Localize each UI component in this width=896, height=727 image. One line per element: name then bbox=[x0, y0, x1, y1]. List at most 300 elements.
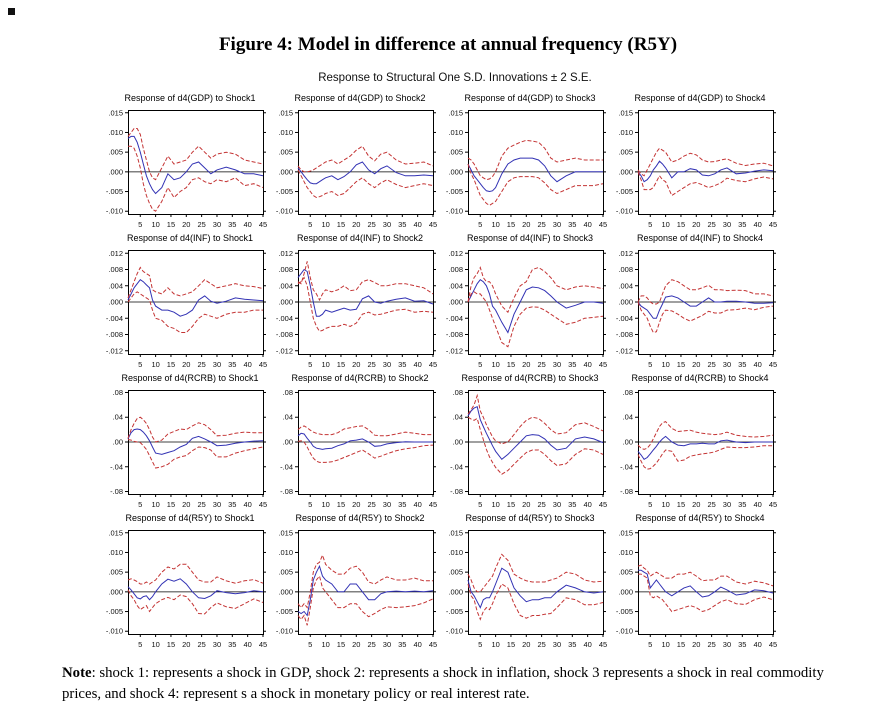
lower-band-line bbox=[128, 146, 263, 211]
x-tick-label: 25 bbox=[707, 360, 716, 369]
x-tick-label: 10 bbox=[661, 640, 670, 649]
x-tick-label: 5 bbox=[478, 360, 483, 369]
y-tick-label: -.005 bbox=[615, 607, 633, 617]
x-tick-label: 25 bbox=[367, 220, 376, 229]
subplot-plot bbox=[445, 525, 615, 651]
x-tick-label: 5 bbox=[138, 360, 143, 369]
x-tick-label: 15 bbox=[676, 220, 686, 229]
y-tick-label: .00 bbox=[622, 437, 633, 447]
y-tick-label: .000 bbox=[108, 167, 123, 177]
x-tick-label: 30 bbox=[552, 220, 562, 229]
x-tick-label: 10 bbox=[491, 360, 500, 369]
x-tick-label: 10 bbox=[321, 640, 330, 649]
x-tick-label: 15 bbox=[676, 500, 686, 509]
x-tick-label: 20 bbox=[182, 220, 191, 229]
x-tick-label: 35 bbox=[398, 220, 407, 229]
subplot-title: Response of d4(INF) to Shock3 bbox=[466, 233, 594, 243]
upper-band-line bbox=[638, 422, 773, 450]
plot-frame bbox=[299, 531, 434, 635]
x-tick-label: 30 bbox=[212, 640, 222, 649]
x-tick-label: 25 bbox=[197, 360, 206, 369]
irf-subplot bbox=[445, 512, 615, 652]
x-tick-label: 20 bbox=[352, 500, 361, 509]
response-line bbox=[128, 579, 263, 600]
subplot-title: Response of d4(R5Y) to Shock1 bbox=[125, 513, 255, 523]
x-tick-label: 45 bbox=[598, 220, 608, 229]
irf-subplot bbox=[275, 232, 445, 372]
plot-frame bbox=[299, 391, 434, 495]
plot-frame bbox=[129, 531, 264, 635]
x-tick-label: 15 bbox=[676, 360, 686, 369]
response-line bbox=[468, 158, 603, 191]
y-tick-label: .000 bbox=[108, 587, 123, 597]
x-tick-label: 15 bbox=[336, 220, 346, 229]
subplot-title: Response of d4(INF) to Shock1 bbox=[126, 233, 254, 243]
subplot-title: Response of d4(RCRB) to Shock3 bbox=[461, 373, 599, 383]
plot-frame bbox=[299, 251, 434, 355]
x-tick-label: 45 bbox=[768, 640, 778, 649]
y-tick-label: -.010 bbox=[615, 626, 633, 636]
y-tick-label: .000 bbox=[278, 297, 293, 307]
x-tick-label: 35 bbox=[738, 360, 747, 369]
subplot-title: Response of d4(INF) to Shock4 bbox=[636, 233, 764, 243]
x-tick-label: 10 bbox=[661, 360, 670, 369]
y-tick-label: .010 bbox=[108, 127, 123, 137]
subplot-title: Response of d4(R5Y) to Shock4 bbox=[635, 513, 765, 523]
lower-band-line bbox=[638, 574, 773, 611]
x-tick-label: 20 bbox=[522, 360, 531, 369]
y-tick-label: -.08 bbox=[620, 487, 633, 497]
x-tick-label: 5 bbox=[648, 640, 653, 649]
response-line bbox=[128, 136, 263, 193]
y-tick-label: .000 bbox=[448, 297, 463, 307]
y-tick-label: .015 bbox=[618, 528, 633, 538]
x-tick-label: 30 bbox=[212, 500, 222, 509]
lower-band-line bbox=[298, 441, 433, 463]
subplot-plot bbox=[105, 245, 275, 371]
x-tick-label: 30 bbox=[382, 640, 392, 649]
y-tick-label: -.005 bbox=[275, 187, 293, 197]
y-tick-label: .08 bbox=[622, 387, 633, 397]
lower-band-line bbox=[128, 590, 263, 614]
x-tick-label: 20 bbox=[522, 500, 531, 509]
x-tick-label: 15 bbox=[166, 220, 176, 229]
lower-band-line bbox=[128, 440, 263, 469]
x-tick-label: 40 bbox=[583, 360, 592, 369]
irf-subplot bbox=[275, 92, 445, 232]
y-tick-label: .000 bbox=[618, 587, 633, 597]
y-tick-label: -.008 bbox=[445, 330, 463, 339]
x-tick-label: 35 bbox=[228, 220, 237, 229]
upper-band-line bbox=[128, 268, 263, 298]
y-tick-label: .000 bbox=[278, 587, 293, 597]
x-tick-label: 30 bbox=[212, 360, 222, 369]
x-tick-label: 40 bbox=[243, 500, 252, 509]
subplot-plot bbox=[615, 385, 785, 511]
plot-frame bbox=[299, 111, 434, 215]
x-tick-label: 35 bbox=[228, 500, 237, 509]
y-tick-label: -.010 bbox=[615, 206, 633, 216]
x-tick-label: 10 bbox=[321, 220, 330, 229]
x-tick-label: 40 bbox=[583, 640, 592, 649]
subplot-title: Response of d4(INF) to Shock2 bbox=[296, 233, 424, 243]
y-tick-label: .08 bbox=[452, 387, 463, 397]
x-tick-label: 25 bbox=[197, 220, 206, 229]
y-tick-label: -.012 bbox=[275, 346, 293, 356]
y-tick-label: .004 bbox=[618, 281, 633, 291]
x-tick-label: 35 bbox=[228, 360, 237, 369]
y-tick-label: .010 bbox=[618, 127, 633, 137]
response-line bbox=[298, 566, 433, 615]
x-tick-label: 35 bbox=[398, 360, 407, 369]
y-tick-label: .00 bbox=[282, 437, 293, 447]
y-tick-label: .012 bbox=[618, 248, 633, 258]
figure-title: Figure 4: Model in difference at annual frequency (R5Y) bbox=[218, 34, 678, 55]
y-tick-label: -.04 bbox=[620, 462, 633, 472]
y-tick-label: -.005 bbox=[105, 607, 123, 617]
lower-band-line bbox=[468, 584, 603, 619]
x-tick-label: 10 bbox=[491, 220, 500, 229]
x-tick-label: 25 bbox=[367, 500, 376, 509]
y-tick-label: .012 bbox=[278, 248, 293, 258]
x-tick-label: 5 bbox=[648, 360, 653, 369]
x-tick-label: 35 bbox=[738, 640, 747, 649]
y-tick-label: .005 bbox=[448, 567, 463, 577]
x-tick-label: 25 bbox=[197, 500, 206, 509]
x-tick-label: 45 bbox=[258, 360, 268, 369]
y-tick-label: .00 bbox=[112, 437, 123, 447]
subplot-plot bbox=[615, 105, 785, 231]
x-tick-label: 40 bbox=[753, 220, 762, 229]
y-tick-label: -.005 bbox=[275, 607, 293, 617]
plot-frame bbox=[469, 111, 604, 215]
y-tick-label: .015 bbox=[278, 528, 293, 538]
subplot-title: Response of d4(RCRB) to Shock1 bbox=[121, 373, 259, 383]
x-tick-label: 35 bbox=[568, 500, 577, 509]
x-tick-label: 15 bbox=[676, 640, 686, 649]
subplot-plot bbox=[615, 525, 785, 651]
x-tick-label: 10 bbox=[661, 500, 670, 509]
x-tick-label: 10 bbox=[661, 220, 670, 229]
y-tick-label: .04 bbox=[452, 412, 463, 422]
x-tick-label: 30 bbox=[382, 500, 392, 509]
subplot-plot bbox=[105, 385, 275, 511]
x-tick-label: 40 bbox=[243, 220, 252, 229]
lower-band-line bbox=[298, 576, 433, 625]
subplot-plot bbox=[445, 385, 615, 511]
y-tick-label: .005 bbox=[618, 567, 633, 577]
x-tick-label: 10 bbox=[151, 640, 160, 649]
x-tick-label: 5 bbox=[478, 640, 483, 649]
lower-band-line bbox=[468, 164, 603, 205]
x-tick-label: 35 bbox=[398, 640, 407, 649]
lower-band-line bbox=[298, 170, 433, 198]
x-tick-label: 10 bbox=[321, 360, 330, 369]
x-tick-label: 45 bbox=[428, 500, 438, 509]
y-tick-label: .04 bbox=[622, 412, 633, 422]
x-tick-label: 40 bbox=[583, 500, 592, 509]
upper-band-line bbox=[298, 555, 433, 607]
plot-frame bbox=[639, 251, 774, 355]
y-tick-label: .010 bbox=[448, 127, 463, 137]
y-tick-label: .012 bbox=[108, 248, 123, 258]
y-tick-label: -.04 bbox=[450, 462, 463, 472]
x-tick-label: 20 bbox=[352, 220, 361, 229]
response-line bbox=[298, 433, 433, 449]
upper-band-line bbox=[298, 261, 433, 300]
x-tick-label: 35 bbox=[738, 220, 747, 229]
x-tick-label: 15 bbox=[506, 640, 516, 649]
upper-band-line bbox=[468, 140, 603, 179]
y-tick-label: .000 bbox=[618, 167, 633, 177]
x-tick-label: 45 bbox=[258, 640, 268, 649]
y-tick-label: .010 bbox=[278, 547, 293, 557]
x-tick-label: 10 bbox=[491, 500, 500, 509]
subplot-plot bbox=[275, 525, 445, 651]
x-tick-label: 10 bbox=[151, 360, 160, 369]
y-tick-label: -.04 bbox=[280, 462, 293, 472]
note-text: : shock 1: represents a shock in GDP, shock 2: represents a shock in inflation, shock 3 represents a shock in real commodity prices, and shock 4: represent s a shock in monetary policy or real interest rate. bbox=[62, 665, 824, 702]
y-tick-label: .004 bbox=[278, 281, 293, 291]
x-tick-label: 25 bbox=[537, 500, 546, 509]
irf-subplot bbox=[105, 232, 275, 372]
irf-subplot bbox=[105, 92, 275, 232]
y-tick-label: .015 bbox=[108, 528, 123, 538]
y-tick-label: -.008 bbox=[105, 330, 123, 339]
y-tick-label: .015 bbox=[618, 108, 633, 118]
y-tick-label: .008 bbox=[618, 265, 633, 274]
response-line bbox=[468, 407, 603, 460]
y-tick-label: .08 bbox=[112, 387, 123, 397]
y-tick-label: .015 bbox=[448, 108, 463, 118]
x-tick-label: 25 bbox=[367, 360, 376, 369]
x-tick-label: 30 bbox=[552, 640, 562, 649]
y-tick-label: -.005 bbox=[445, 607, 463, 617]
x-tick-label: 30 bbox=[212, 220, 222, 229]
x-tick-label: 25 bbox=[707, 640, 716, 649]
x-tick-label: 5 bbox=[138, 640, 143, 649]
upper-band-line bbox=[468, 554, 603, 591]
y-tick-label: .010 bbox=[278, 127, 293, 137]
y-tick-label: .04 bbox=[282, 412, 293, 422]
y-tick-label: .015 bbox=[448, 528, 463, 538]
x-tick-label: 5 bbox=[308, 500, 313, 509]
y-tick-label: .04 bbox=[112, 412, 123, 422]
subplot-plot bbox=[445, 105, 615, 231]
x-tick-label: 45 bbox=[428, 640, 438, 649]
x-tick-label: 30 bbox=[722, 220, 732, 229]
x-tick-label: 20 bbox=[692, 220, 701, 229]
x-tick-label: 10 bbox=[491, 640, 500, 649]
x-tick-label: 35 bbox=[738, 500, 747, 509]
x-tick-label: 45 bbox=[598, 640, 608, 649]
x-tick-label: 40 bbox=[753, 500, 762, 509]
x-tick-label: 15 bbox=[506, 360, 516, 369]
response-line bbox=[638, 296, 773, 318]
subplot-plot bbox=[105, 525, 275, 651]
response-line bbox=[298, 270, 433, 317]
y-tick-label: .004 bbox=[448, 281, 463, 291]
y-tick-label: .004 bbox=[108, 281, 123, 291]
x-tick-label: 5 bbox=[308, 360, 313, 369]
x-tick-label: 20 bbox=[182, 640, 191, 649]
x-tick-label: 30 bbox=[382, 220, 392, 229]
x-tick-label: 35 bbox=[568, 220, 577, 229]
y-tick-label: .005 bbox=[618, 147, 633, 157]
y-tick-label: .000 bbox=[618, 297, 633, 307]
x-tick-label: 45 bbox=[258, 220, 268, 229]
x-tick-label: 40 bbox=[413, 220, 422, 229]
x-tick-label: 5 bbox=[478, 500, 483, 509]
irf-grid bbox=[105, 92, 785, 652]
x-tick-label: 35 bbox=[568, 640, 577, 649]
x-tick-label: 45 bbox=[428, 220, 438, 229]
subplot-title: Response of d4(GDP) to Shock3 bbox=[464, 93, 596, 103]
x-tick-label: 40 bbox=[243, 640, 252, 649]
y-tick-label: .010 bbox=[108, 547, 123, 557]
x-tick-label: 45 bbox=[768, 360, 778, 369]
x-tick-label: 15 bbox=[166, 500, 176, 509]
x-tick-label: 20 bbox=[352, 360, 361, 369]
x-tick-label: 30 bbox=[722, 500, 732, 509]
lower-band-line bbox=[638, 446, 773, 470]
y-tick-label: -.08 bbox=[450, 487, 463, 497]
y-tick-label: -.005 bbox=[615, 187, 633, 197]
subplot-title: Response of d4(R5Y) to Shock3 bbox=[465, 513, 595, 523]
x-tick-label: 45 bbox=[768, 500, 778, 509]
y-tick-label: .008 bbox=[448, 265, 463, 274]
subplot-plot bbox=[105, 105, 275, 231]
irf-subplot bbox=[445, 92, 615, 232]
y-tick-label: -.08 bbox=[110, 487, 123, 497]
x-tick-label: 10 bbox=[151, 500, 160, 509]
y-tick-label: -.012 bbox=[105, 346, 123, 356]
irf-subplot bbox=[615, 232, 785, 372]
note-label: Note bbox=[62, 665, 92, 681]
irf-subplot bbox=[445, 372, 615, 512]
subplot-title: Response of d4(GDP) to Shock1 bbox=[124, 93, 256, 103]
y-tick-label: -.010 bbox=[105, 626, 123, 636]
y-tick-label: .000 bbox=[108, 297, 123, 307]
y-tick-label: .005 bbox=[108, 567, 123, 577]
y-tick-label: -.010 bbox=[445, 206, 463, 216]
x-tick-label: 5 bbox=[648, 500, 653, 509]
subplot-plot bbox=[615, 245, 785, 371]
y-tick-label: -.010 bbox=[105, 206, 123, 216]
y-tick-label: .08 bbox=[282, 387, 293, 397]
irf-subplot bbox=[615, 372, 785, 512]
x-tick-label: 25 bbox=[197, 640, 206, 649]
y-tick-label: .012 bbox=[448, 248, 463, 258]
irf-subplot bbox=[615, 92, 785, 232]
x-tick-label: 15 bbox=[506, 500, 516, 509]
irf-subplot bbox=[105, 512, 275, 652]
x-tick-label: 20 bbox=[692, 500, 701, 509]
x-tick-label: 15 bbox=[336, 360, 346, 369]
y-tick-label: -.008 bbox=[275, 330, 293, 339]
subplot-title: Response of d4(RCRB) to Shock2 bbox=[291, 373, 429, 383]
upper-band-line bbox=[298, 426, 433, 436]
y-tick-label: .015 bbox=[278, 108, 293, 118]
y-tick-label: -.004 bbox=[445, 313, 463, 323]
x-tick-label: 25 bbox=[537, 360, 546, 369]
irf-subplot bbox=[445, 232, 615, 372]
x-tick-label: 20 bbox=[522, 220, 531, 229]
x-tick-label: 5 bbox=[138, 220, 143, 229]
subplot-plot bbox=[275, 105, 445, 231]
x-tick-label: 35 bbox=[398, 500, 407, 509]
y-tick-label: -.008 bbox=[615, 330, 633, 339]
x-tick-label: 30 bbox=[722, 360, 732, 369]
x-tick-label: 30 bbox=[722, 640, 732, 649]
x-tick-label: 35 bbox=[228, 640, 237, 649]
x-tick-label: 20 bbox=[692, 360, 701, 369]
y-tick-label: -.010 bbox=[275, 626, 293, 636]
x-tick-label: 25 bbox=[707, 220, 716, 229]
irf-subplot bbox=[275, 512, 445, 652]
plot-frame bbox=[469, 391, 604, 495]
x-tick-label: 25 bbox=[537, 640, 546, 649]
y-tick-label: .000 bbox=[278, 167, 293, 177]
x-tick-label: 10 bbox=[321, 500, 330, 509]
x-tick-label: 25 bbox=[537, 220, 546, 229]
y-tick-label: .005 bbox=[448, 147, 463, 157]
x-tick-label: 40 bbox=[413, 360, 422, 369]
y-tick-label: .008 bbox=[278, 265, 293, 274]
y-tick-label: -.010 bbox=[275, 206, 293, 216]
x-tick-label: 5 bbox=[308, 640, 313, 649]
y-tick-label: -.08 bbox=[280, 487, 293, 497]
x-tick-label: 40 bbox=[413, 640, 422, 649]
x-tick-label: 45 bbox=[598, 500, 608, 509]
y-tick-label: -.012 bbox=[615, 346, 633, 356]
y-tick-label: .008 bbox=[108, 265, 123, 274]
x-tick-label: 45 bbox=[768, 220, 778, 229]
irf-subplot bbox=[105, 372, 275, 512]
x-tick-label: 20 bbox=[352, 640, 361, 649]
subplot-title: Response of d4(R5Y) to Shock2 bbox=[295, 513, 425, 523]
y-tick-label: .005 bbox=[278, 147, 293, 157]
x-tick-label: 15 bbox=[336, 640, 346, 649]
subplot-title: Response of d4(RCRB) to Shock4 bbox=[631, 373, 769, 383]
y-tick-label: .005 bbox=[108, 147, 123, 157]
subplot-plot bbox=[275, 245, 445, 371]
x-tick-label: 35 bbox=[568, 360, 577, 369]
upper-band-line bbox=[128, 564, 263, 584]
x-tick-label: 40 bbox=[753, 360, 762, 369]
subplot-title: Response of d4(GDP) to Shock2 bbox=[294, 93, 426, 103]
y-tick-label: -.004 bbox=[275, 313, 293, 323]
x-tick-label: 40 bbox=[413, 500, 422, 509]
x-tick-label: 15 bbox=[506, 220, 516, 229]
x-tick-label: 25 bbox=[367, 640, 376, 649]
x-tick-label: 20 bbox=[182, 500, 191, 509]
y-tick-label: .00 bbox=[452, 437, 463, 447]
subplot-plot bbox=[445, 245, 615, 371]
x-tick-label: 20 bbox=[182, 360, 191, 369]
figure-subtitle: Response to Structural One S.D. Innovations ± 2 S.E. bbox=[318, 72, 592, 84]
y-tick-label: .005 bbox=[278, 567, 293, 577]
x-tick-label: 30 bbox=[552, 360, 562, 369]
y-tick-label: .000 bbox=[448, 167, 463, 177]
response-line bbox=[638, 570, 773, 597]
x-tick-label: 40 bbox=[583, 220, 592, 229]
y-tick-label: -.005 bbox=[445, 187, 463, 197]
x-tick-label: 5 bbox=[308, 220, 313, 229]
y-tick-label: -.04 bbox=[110, 462, 123, 472]
x-tick-label: 5 bbox=[478, 220, 483, 229]
x-tick-label: 15 bbox=[166, 640, 176, 649]
